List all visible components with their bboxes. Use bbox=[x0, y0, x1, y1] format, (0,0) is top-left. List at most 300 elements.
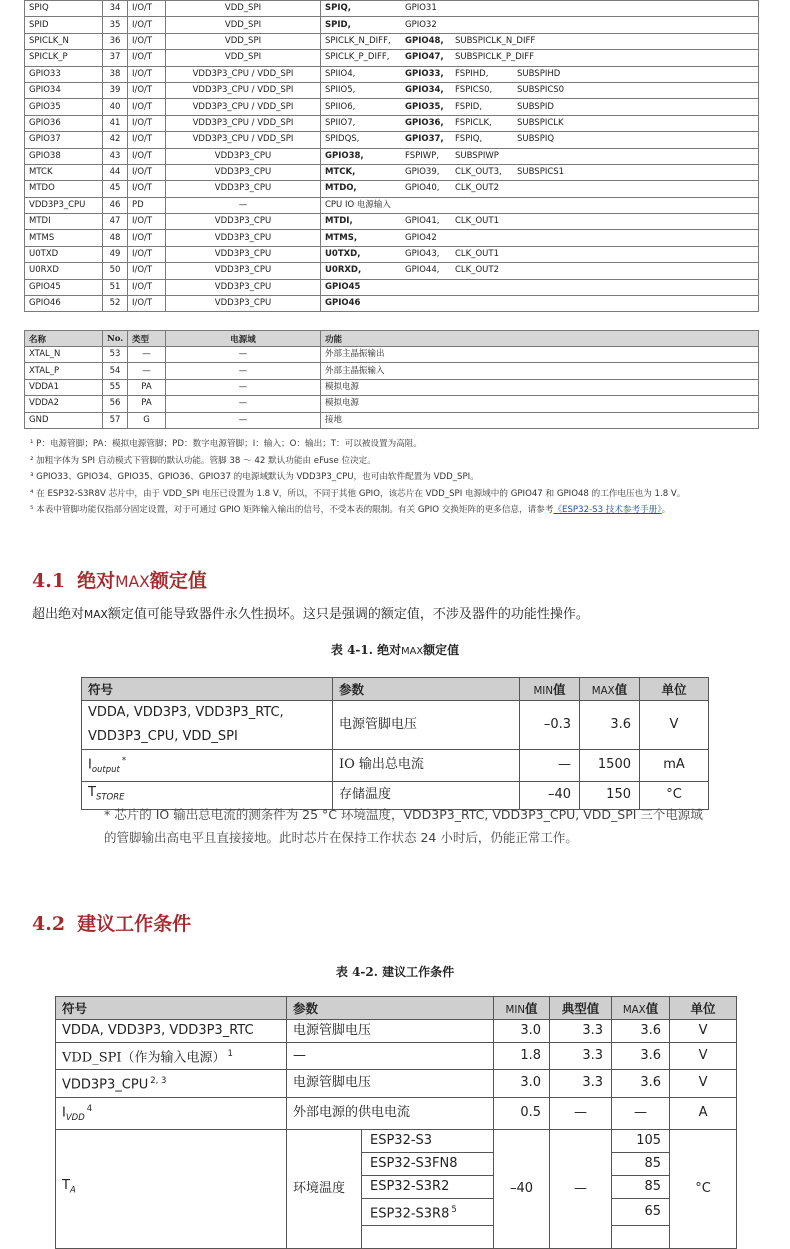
pin-type-cell: I/O/T bbox=[128, 33, 166, 49]
pin-name-cell: VDDA1 bbox=[25, 379, 103, 395]
header-max-sc: MAX bbox=[591, 685, 615, 697]
symbol-text: VDD3P3_CPU bbox=[62, 1077, 149, 1093]
symbol-text: VDDA, VDD3P3, VDD3P3_RTC bbox=[62, 1023, 254, 1038]
table-row bbox=[25, 99, 759, 115]
power-domain-cell: VDD_SPI bbox=[166, 1, 321, 17]
pin-name-cell: VDDA2 bbox=[25, 396, 103, 412]
function-name: GPIO46 bbox=[325, 298, 361, 309]
header-max bbox=[612, 997, 670, 1020]
table-caption-4-2: 表 4-2. 建议工作条件 bbox=[335, 965, 455, 979]
pin-type-cell: I/O/T bbox=[128, 99, 166, 115]
function-name: GPIO40, bbox=[405, 183, 440, 194]
table-row bbox=[25, 66, 759, 82]
parameter-cell: 电源管脚电压 bbox=[287, 1020, 494, 1043]
pin-type-cell: PD bbox=[128, 197, 166, 213]
pin-number-cell: 56 bbox=[103, 396, 128, 412]
table-caption-4-1 bbox=[0, 641, 790, 658]
pin-number-cell: 46 bbox=[103, 197, 128, 213]
unit-cell: V bbox=[670, 1043, 737, 1070]
min-cell: –40 bbox=[520, 781, 580, 809]
header-symbol: 符号 bbox=[82, 678, 333, 701]
variant-cell bbox=[362, 1198, 494, 1225]
power-domain-cell: VDD3P3_CPU / VDD_SPI bbox=[166, 66, 321, 82]
pin-type-cell: I/O/T bbox=[128, 17, 166, 33]
pin-name-cell: SPID bbox=[25, 17, 103, 33]
function-name: SUBSPICLK_P_DIFF bbox=[455, 52, 535, 63]
table-header-row bbox=[25, 331, 759, 347]
function-name: U0TXD, bbox=[325, 249, 361, 260]
pin-name-cell: U0TXD bbox=[25, 246, 103, 262]
table-row bbox=[25, 1, 759, 17]
pin-type-cell: I/O/T bbox=[128, 82, 166, 98]
table-row bbox=[25, 246, 759, 262]
header-no: No. bbox=[103, 331, 128, 347]
table-row bbox=[25, 347, 759, 363]
symbol-superscript: 4 bbox=[86, 1103, 93, 1114]
symbol-text: VDD_SPI（作为输入电源） bbox=[62, 1050, 226, 1066]
symbol-superscript: 2, 3 bbox=[150, 1076, 167, 1087]
pin-name-cell: SPICLK_N bbox=[25, 33, 103, 49]
function-name: GPIO35, bbox=[405, 101, 444, 112]
pin-number-cell: 34 bbox=[103, 1, 128, 17]
function-name: FSPIWP, bbox=[405, 150, 439, 161]
header-parameter: 参数 bbox=[333, 678, 520, 701]
table-row bbox=[25, 197, 759, 213]
pin-name-cell: GPIO45 bbox=[25, 279, 103, 295]
table-row bbox=[25, 115, 759, 131]
table-row bbox=[56, 1070, 737, 1097]
table-row bbox=[25, 230, 759, 246]
function-name: GPIO44, bbox=[405, 265, 440, 276]
pin-type-cell: I/O/T bbox=[128, 279, 166, 295]
pin-name-cell: GPIO33 bbox=[25, 66, 103, 82]
table-row bbox=[25, 132, 759, 148]
function-name: CLK_OUT2 bbox=[455, 183, 500, 194]
function-name: SUBSPICS0 bbox=[517, 85, 565, 96]
function-name: SPIQ, bbox=[325, 3, 351, 14]
power-domain-cell: VDD3P3_CPU bbox=[166, 214, 321, 230]
function-cell bbox=[321, 296, 759, 312]
function-name: GPIO45 bbox=[325, 281, 361, 292]
section-heading-4-1 bbox=[32, 566, 207, 593]
unit-cell: mA bbox=[640, 750, 709, 782]
function-cell bbox=[321, 1, 759, 17]
pin-type-cell: I/O/T bbox=[128, 66, 166, 82]
pin-table-analog-body bbox=[25, 347, 759, 429]
function-cell bbox=[321, 279, 759, 295]
power-domain-cell: VDD3P3_CPU bbox=[166, 296, 321, 312]
min-cell-ta: –40 bbox=[494, 1129, 550, 1248]
power-domain-cell: — bbox=[166, 197, 321, 213]
symbol-line-1: VDDA, VDD3P3, VDD3P3_RTC, bbox=[88, 705, 284, 720]
footnote-5-text: ⁵ 本表中管脚功能仅指部分固定设置，对于可通过 GPIO 矩阵输入输出的信号，不受本表的限制。有关 GPIO 交换矩阵的更多信息，请参考 bbox=[30, 505, 554, 515]
section-heading-4-2 bbox=[32, 909, 191, 936]
pin-name-cell: MTDO bbox=[25, 181, 103, 197]
function-name: SUBSPICS1 bbox=[517, 167, 565, 178]
symbol-main: I bbox=[62, 1104, 66, 1120]
symbol-subscript: STORE bbox=[95, 792, 125, 803]
max-cell: 85 bbox=[612, 1175, 670, 1198]
header-min-sc: MIN bbox=[533, 685, 554, 697]
header-min-b: 值 bbox=[553, 682, 566, 697]
variant-cell bbox=[362, 1225, 494, 1248]
pin-name-cell: GND bbox=[25, 412, 103, 428]
pin-name-cell: SPIQ bbox=[25, 1, 103, 17]
section-title-b: 额定值 bbox=[149, 570, 207, 592]
table-header-row bbox=[56, 997, 737, 1020]
parameter-cell: 电源管脚电压 bbox=[333, 701, 520, 750]
function-name: CLK_OUT1 bbox=[455, 216, 500, 227]
power-domain-cell: VDD3P3_CPU / VDD_SPI bbox=[166, 82, 321, 98]
header-function: 功能 bbox=[321, 331, 759, 347]
unit-cell: V bbox=[640, 701, 709, 750]
pin-number-cell: 38 bbox=[103, 66, 128, 82]
header-unit: 单位 bbox=[640, 678, 709, 701]
table-row bbox=[25, 50, 759, 66]
header-min-b: 值 bbox=[525, 1001, 538, 1016]
table-row bbox=[25, 363, 759, 379]
function-name: GPIO47, bbox=[405, 52, 444, 63]
pin-number-cell: 53 bbox=[103, 347, 128, 363]
table-row bbox=[25, 33, 759, 49]
power-domain-cell: VDD_SPI bbox=[166, 33, 321, 49]
pin-type-cell: PA bbox=[128, 396, 166, 412]
variant-cell bbox=[362, 1175, 494, 1198]
max-cell bbox=[612, 1225, 670, 1248]
power-domain-cell: VDD3P3_CPU bbox=[166, 181, 321, 197]
function-cell bbox=[321, 214, 759, 230]
pin-number-cell: 50 bbox=[103, 263, 128, 279]
variant-name: ESP32-S3FN8 bbox=[370, 1155, 458, 1171]
header-min-sc: MIN bbox=[505, 1004, 526, 1016]
table-row bbox=[25, 214, 759, 230]
pin-number-cell: 54 bbox=[103, 363, 128, 379]
min-cell: –0.3 bbox=[520, 701, 580, 750]
function-name: GPIO43, bbox=[405, 249, 440, 260]
pin-type-cell: — bbox=[128, 347, 166, 363]
table-4-1-note: * 芯片的 IO 输出总电流的测条件为 25 °C 环境温度，VDD3P3_RTC, VDD3P3_CPU, VDD_SPI 三个电源域的管脚输出高电平且直接接地。此时芯片在保持工作状态 24 小时后，仍能正常工作。 bbox=[104, 807, 703, 845]
table-row bbox=[25, 164, 759, 180]
pin-type-cell: I/O/T bbox=[128, 50, 166, 66]
power-domain-cell: VDD3P3_CPU bbox=[166, 279, 321, 295]
variant-cell bbox=[362, 1152, 494, 1175]
pin-number-cell: 52 bbox=[103, 296, 128, 312]
symbol-cell bbox=[82, 750, 333, 782]
variant-superscript: 5 bbox=[451, 1204, 457, 1215]
symbol-cell-ta bbox=[56, 1129, 287, 1248]
function-name: SUBSPICLK bbox=[517, 117, 564, 128]
min-cell: 3.0 bbox=[494, 1070, 550, 1097]
function-name: GPIO32 bbox=[405, 19, 437, 30]
function-cell bbox=[321, 246, 759, 262]
parameter-cell: 电源管脚电压 bbox=[287, 1070, 494, 1097]
parameter-cell-ta: 环境温度 bbox=[287, 1129, 362, 1248]
pin-name-cell: GPIO38 bbox=[25, 148, 103, 164]
power-domain-cell: VDD3P3_CPU / VDD_SPI bbox=[166, 99, 321, 115]
caption-b: 额定值 bbox=[423, 643, 460, 657]
function-cell bbox=[321, 132, 759, 148]
function-name: CPU IO 电源输入 bbox=[325, 199, 391, 210]
pin-name-cell: XTAL_N bbox=[25, 347, 103, 363]
pin-number-cell: 39 bbox=[103, 82, 128, 98]
pin-type-cell: I/O/T bbox=[128, 230, 166, 246]
symbol-cell bbox=[82, 701, 333, 750]
symbol-cell bbox=[56, 1043, 287, 1070]
power-domain-cell: — bbox=[166, 396, 321, 412]
header-min bbox=[494, 997, 550, 1020]
symbol-line-2: VDD3P3_CPU, VDD_SPI bbox=[88, 729, 238, 744]
unit-cell: V bbox=[670, 1020, 737, 1043]
table-row bbox=[25, 279, 759, 295]
pin-name-cell: MTMS bbox=[25, 230, 103, 246]
intro-b: 额定值可能导致器件永久性损坏。这只是强调的额定值，不涉及器件的功能性操作。 bbox=[107, 607, 589, 622]
header-max-b: 值 bbox=[614, 682, 628, 697]
pin-number-cell: 48 bbox=[103, 230, 128, 246]
pin-number-cell: 40 bbox=[103, 99, 128, 115]
header-type: 类型 bbox=[128, 331, 166, 347]
function-name: MTMS, bbox=[325, 232, 358, 243]
function-name: SUBSPIQ bbox=[517, 134, 555, 145]
function-cell: 接地 bbox=[321, 412, 759, 428]
function-name: GPIO37, bbox=[405, 134, 444, 145]
function-name: GPIO36, bbox=[405, 117, 444, 128]
table-row bbox=[25, 263, 759, 279]
function-name: FSPIHD, bbox=[455, 68, 489, 79]
variant-name: ESP32-S3 bbox=[370, 1132, 433, 1148]
power-domain-cell: VDD3P3_CPU bbox=[166, 263, 321, 279]
pin-number-cell: 41 bbox=[103, 115, 128, 131]
max-cell: 3.6 bbox=[612, 1070, 670, 1097]
variant-name: ESP32-S3R8 bbox=[370, 1205, 450, 1221]
max-cell: 85 bbox=[612, 1152, 670, 1175]
footnote-5 bbox=[30, 502, 765, 519]
header-max-b: 值 bbox=[645, 1001, 659, 1016]
pin-number-cell: 47 bbox=[103, 214, 128, 230]
function-cell bbox=[321, 50, 759, 66]
parameter-cell: IO 输出总电流 bbox=[333, 750, 520, 782]
function-name: MTDI, bbox=[325, 216, 353, 227]
unit-cell: A bbox=[670, 1097, 737, 1129]
min-cell: 1.8 bbox=[494, 1043, 550, 1070]
function-cell: 外部主晶振输出 bbox=[321, 347, 759, 363]
recommended-operating-conditions-table bbox=[55, 996, 737, 1249]
section-intro bbox=[32, 603, 589, 622]
caption-sc: MAX bbox=[401, 646, 424, 657]
pin-name-cell: VDD3P3_CPU bbox=[25, 197, 103, 213]
pin-name-cell: GPIO36 bbox=[25, 115, 103, 131]
pin-table-analog bbox=[24, 330, 759, 429]
max-cell: 65 bbox=[612, 1198, 670, 1225]
table-row bbox=[25, 82, 759, 98]
function-name: MTCK, bbox=[325, 167, 356, 178]
trm-link[interactable]: 《ESP32-S3 技术参考手册》 bbox=[553, 505, 662, 515]
function-name: SPIIO4, bbox=[325, 68, 356, 79]
function-name: SPIIO5, bbox=[325, 85, 356, 96]
section-number: 4.2 bbox=[32, 913, 66, 935]
symbol-cell bbox=[56, 1020, 287, 1043]
max-cell: — bbox=[612, 1097, 670, 1129]
table-row bbox=[56, 1097, 737, 1129]
section-title-sc: MAX bbox=[115, 573, 150, 591]
function-name: SPID, bbox=[325, 19, 351, 30]
symbol-cell bbox=[56, 1070, 287, 1097]
pin-type-cell: I/O/T bbox=[128, 296, 166, 312]
function-cell bbox=[321, 164, 759, 180]
function-name: SUBSPICLK_N_DIFF bbox=[455, 35, 536, 46]
function-cell bbox=[321, 115, 759, 131]
header-power: 电源域 bbox=[166, 331, 321, 347]
pin-type-cell: I/O/T bbox=[128, 115, 166, 131]
footnote-4: ⁴ 在 ESP32-S3R8V 芯片中，由于 VDD_SPI 电压已设置为 1.8 V，所以，不同于其他 GPIO，该芯片在 VDD_SPI 电源域中的 GPIO47 和 GPIO48 的工作电压也为 1.8 V。 bbox=[30, 488, 686, 499]
function-name: GPIO41, bbox=[405, 216, 440, 227]
header-min bbox=[520, 678, 580, 701]
table-row bbox=[25, 379, 759, 395]
pin-name-cell: GPIO46 bbox=[25, 296, 103, 312]
symbol-cell bbox=[56, 1097, 287, 1129]
min-cell: 3.0 bbox=[494, 1020, 550, 1043]
table-row bbox=[82, 701, 709, 750]
symbol-main: T bbox=[88, 784, 96, 800]
pin-type-cell: I/O/T bbox=[128, 263, 166, 279]
footnote-3: ³ GPIO33、GPIO34、GPIO35、GPIO36、GPIO37 的电源域默认为 VDD3P3_CPU，也可由软件配置为 VDD_SPI。 bbox=[30, 472, 479, 482]
max-cell: 150 bbox=[580, 781, 640, 809]
pin-number-cell: 49 bbox=[103, 246, 128, 262]
pin-type-cell: G bbox=[128, 412, 166, 428]
function-name: CLK_OUT2 bbox=[455, 265, 500, 276]
function-name: SPIIO7, bbox=[325, 117, 356, 128]
function-cell bbox=[321, 33, 759, 49]
pin-type-cell: I/O/T bbox=[128, 164, 166, 180]
footnote-1: ¹ P：电源管脚；PA：模拟电源管脚；PD：数字电源管脚；I：输入；O：输出；T：可以被设置为高阻。 bbox=[30, 439, 422, 449]
symbol-superscript: 1 bbox=[227, 1049, 233, 1059]
max-cell: 3.6 bbox=[580, 701, 640, 750]
function-cell bbox=[321, 82, 759, 98]
section-number: 4.1 bbox=[32, 570, 66, 592]
pin-number-cell: 44 bbox=[103, 164, 128, 180]
symbol-subscript: output bbox=[91, 764, 120, 775]
function-name: GPIO39, bbox=[405, 167, 440, 178]
power-domain-cell: — bbox=[166, 363, 321, 379]
function-name: SPICLK_N_DIFF, bbox=[325, 35, 391, 46]
function-name: CLK_OUT3, bbox=[455, 167, 502, 178]
function-name: SPICLK_P_DIFF, bbox=[325, 52, 390, 63]
intro-a: 超出绝对 bbox=[32, 607, 85, 622]
pin-number-cell: 43 bbox=[103, 148, 128, 164]
function-name: FSPICS0, bbox=[455, 85, 493, 96]
function-cell bbox=[321, 17, 759, 33]
function-name: GPIO38, bbox=[325, 150, 364, 161]
typ-cell: — bbox=[550, 1097, 612, 1129]
unit-cell-ta: °C bbox=[670, 1129, 737, 1248]
section-title-a: 绝对 bbox=[77, 570, 116, 592]
symbol-subscript: A bbox=[69, 1186, 76, 1197]
pin-name-cell: SPICLK_P bbox=[25, 50, 103, 66]
intro-sc: MAX bbox=[84, 608, 108, 621]
function-cell bbox=[321, 66, 759, 82]
function-cell bbox=[321, 99, 759, 115]
caption-a: 表 4-1. 绝对 bbox=[330, 643, 402, 657]
power-domain-cell: VDD3P3_CPU bbox=[166, 148, 321, 164]
table-row bbox=[25, 181, 759, 197]
table-row bbox=[25, 296, 759, 312]
function-name: SUBSPIWP bbox=[455, 150, 499, 161]
pin-name-cell: MTDI bbox=[25, 214, 103, 230]
pin-name-cell: GPIO35 bbox=[25, 99, 103, 115]
variant-name: ESP32-S3R2 bbox=[370, 1178, 450, 1194]
pin-type-cell: I/O/T bbox=[128, 246, 166, 262]
max-cell: 105 bbox=[612, 1129, 670, 1152]
pin-name-cell: GPIO37 bbox=[25, 132, 103, 148]
pin-number-cell: 35 bbox=[103, 17, 128, 33]
function-cell bbox=[321, 181, 759, 197]
header-symbol: 符号 bbox=[56, 997, 287, 1020]
unit-cell: V bbox=[670, 1070, 737, 1097]
parameter-cell: 外部电源的供电电流 bbox=[287, 1097, 494, 1129]
power-domain-cell: VDD3P3_CPU / VDD_SPI bbox=[166, 132, 321, 148]
function-name: FSPIQ, bbox=[455, 134, 483, 145]
typ-cell-ta: — bbox=[550, 1129, 612, 1248]
function-cell: 外部主晶振输入 bbox=[321, 363, 759, 379]
symbol-main: T bbox=[62, 1178, 70, 1194]
symbol-superscript: * bbox=[121, 756, 127, 766]
pin-table-body bbox=[25, 1, 759, 312]
parameter-cell: 存储温度 bbox=[333, 781, 520, 809]
pin-table-continued bbox=[24, 0, 759, 312]
power-domain-cell: — bbox=[166, 379, 321, 395]
footnote-2: ² 加粗字体为 SPI 启动模式下管脚的默认功能。管脚 38 ～ 42 默认功能由 eFuse 位决定。 bbox=[30, 455, 376, 466]
header-unit: 单位 bbox=[670, 997, 737, 1020]
header-typ: 典型值 bbox=[550, 997, 612, 1020]
pin-type-cell: PA bbox=[128, 379, 166, 395]
table-header-row bbox=[82, 678, 709, 701]
function-cell bbox=[321, 148, 759, 164]
max-cell: 3.6 bbox=[612, 1020, 670, 1043]
max-cell: 1500 bbox=[580, 750, 640, 782]
pin-type-cell: I/O/T bbox=[128, 214, 166, 230]
table-row bbox=[25, 17, 759, 33]
function-name: MTDO, bbox=[325, 183, 357, 194]
pin-type-cell: I/O/T bbox=[128, 1, 166, 17]
pin-name-cell: XTAL_P bbox=[25, 363, 103, 379]
power-domain-cell: VDD3P3_CPU bbox=[166, 246, 321, 262]
pin-number-cell: 55 bbox=[103, 379, 128, 395]
typ-cell: 3.3 bbox=[550, 1043, 612, 1070]
pin-type-cell: I/O/T bbox=[128, 132, 166, 148]
pin-number-cell: 37 bbox=[103, 50, 128, 66]
min-cell: — bbox=[520, 750, 580, 782]
power-domain-cell: — bbox=[166, 347, 321, 363]
header-max bbox=[580, 678, 640, 701]
pin-number-cell: 45 bbox=[103, 181, 128, 197]
function-name: FSPID, bbox=[455, 101, 483, 112]
absolute-max-ratings-table bbox=[81, 677, 709, 810]
function-name: U0RXD, bbox=[325, 265, 362, 276]
function-name: GPIO33, bbox=[405, 68, 444, 79]
table-row bbox=[82, 750, 709, 782]
variant-cell bbox=[362, 1129, 494, 1152]
pin-type-cell: I/O/T bbox=[128, 181, 166, 197]
pin-name-cell: MTCK bbox=[25, 164, 103, 180]
function-name: GPIO34, bbox=[405, 85, 444, 96]
pin-table-footnotes bbox=[30, 436, 765, 519]
function-cell bbox=[321, 230, 759, 246]
power-domain-cell: VDD_SPI bbox=[166, 17, 321, 33]
pin-number-cell: 57 bbox=[103, 412, 128, 428]
power-domain-cell: — bbox=[166, 412, 321, 428]
table-row bbox=[56, 1020, 737, 1043]
table-row bbox=[56, 1129, 737, 1152]
function-cell bbox=[321, 263, 759, 279]
